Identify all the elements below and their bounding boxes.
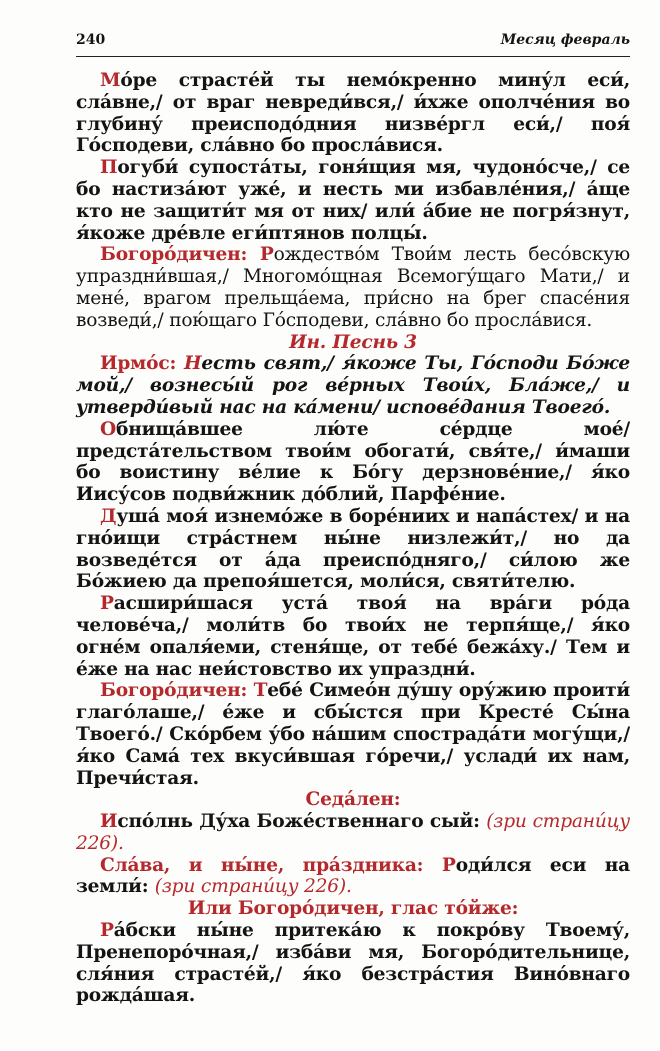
paragraph-text: огуби́ супоста́ты, гоня́щия мя, чудоно́сче,/ се бо настиза́ют уже́, и несть ми избавле́ния,/ а́ще кто не защити́т мя от них/ или́ а́бие не погря́знут, я́коже дре́вле еги́птянов полцы́. — [76, 157, 630, 244]
initial-letter: Р — [441, 854, 456, 876]
theotokion-label: Богоро́дичен: — [100, 244, 260, 266]
paragraph-text: асшири́шася уста́ твоя́ на вра́ги ро́да челове́ча,/ моли́тв бо твои́х не терпя́ще,/ я́ко огне́м опаля́еми, стеня́ще, от тебе́ бежа́ху./ Тем и е́же на нас неи́стовство их упраздни́. — [76, 593, 630, 680]
paragraph — [76, 506, 630, 593]
paragraph-text: бнища́вшее лю́те се́рдце мое́/ предста́тельством твои́м обогати́, свя́те,/ и́маши бо воистину ве́лие к Бо́гу дерзнове́ние,/ я́ко Иису́сов подви́жник до́блий, Парфе́ние. — [76, 418, 630, 506]
paragraph-text: оди́лся еси на земли́: — [76, 854, 631, 898]
paragraph — [76, 920, 630, 1007]
initial-letter: Р — [100, 920, 114, 942]
paragraph — [76, 680, 630, 789]
page-number: 240 — [76, 32, 106, 48]
irmos-label: Ирмо́с: — [100, 353, 185, 375]
initial-letter: Т — [253, 680, 268, 702]
paragraph — [76, 244, 630, 331]
paragraph-text: спо́лнь Ду́ха Боже́ственнаго сый: — [117, 811, 487, 833]
paragraph — [76, 157, 630, 244]
initial-letter: Р — [259, 244, 274, 266]
page-reference: (зри страни́цу 226). — [76, 811, 630, 854]
paragraph-text: ождество́м Твои́м лесть бесо́вскую упраздни́вшая,/ Многомо́щная Всемогу́щаго Мати,/ и мене́, врагом прельща́ема, при́сно на брег спасе́ния возведи́,/ пою́щаго Го́сподеви, сла́вно бо просла́вися. — [76, 244, 630, 331]
paragraph-text: а́бски ны́не притека́ю к покро́ву Твоему́, Пренепоро́чная,/ изба́ви мя, Богоро́дительнице, сля́ния страсте́й,/ я́ко безстра́стия Вино́внаго рожда́шая. — [76, 920, 630, 1007]
initial-letter: П — [100, 157, 118, 179]
initial-letter: Р — [100, 593, 114, 615]
glory-label: Сла́ва, и ны́не, пра́здника: — [100, 854, 442, 876]
initial-letter: Д — [100, 505, 117, 527]
page-content — [76, 70, 630, 1007]
paragraph — [76, 353, 630, 418]
paragraph-text: ебе́ Симео́н ду́шу ору́жию проити́ глаго́лаше,/ е́же и сбы́стся при Кресте́ Сы́на Твоего́./ Ско́рбем у́бо на́шим спострада́ти могу́щи,/ я́ко Сама́ тех вкуси́вшая го́речи,/ услади́ их нам, Пречи́стая. — [76, 680, 630, 789]
paragraph — [76, 70, 630, 157]
section-heading: Ин. Песнь 3 — [289, 331, 417, 353]
paragraph — [76, 593, 630, 680]
paragraph-text: есть свят,/ я́коже Ты, Го́споди Бо́же мой,/ вознесы́й рог ве́рных Твои́х, Бла́же,/ и утверди́вый нас на ка́мени/ испове́дания Твоего́. — [76, 353, 630, 418]
paragraph — [76, 811, 630, 855]
initial-letter: Н — [184, 353, 202, 375]
paragraph — [76, 419, 630, 506]
initial-letter: М — [100, 70, 121, 91]
theotokion-label: Богоро́дичен: — [100, 680, 254, 702]
initial-letter: О — [100, 418, 116, 440]
running-title: Месяц февраль — [500, 32, 630, 48]
section-heading: Седа́лен: — [305, 789, 401, 811]
page-header — [76, 28, 630, 57]
paragraph — [76, 855, 630, 899]
page-reference: (зри страни́цу 226). — [154, 876, 352, 898]
paragraph-text: уша́ моя́ изнемо́же в боре́ниих и напа́стех/ и на гно́ищи стра́стнем ны́не низлежи́т,/ но да возведе́тся от а́да преиспо́дняго,/ си́лою же Бо́жиею да препоя́шется, моли́ся, святи́телю. — [76, 505, 630, 593]
initial-letter: И — [100, 811, 118, 833]
paragraph-text: о́ре страсте́й ты немо́кренно мину́л еси́, сла́вне,/ от враг невреди́вся,/ и́хже ополче́ния во глубину́ преисподо́дния низве́ргл еси́,/ поя́ Го́сподеви, сла́вно бо просла́вися. — [76, 70, 630, 157]
section-heading: Или Богоро́дичен, глас то́йже: — [187, 898, 519, 920]
